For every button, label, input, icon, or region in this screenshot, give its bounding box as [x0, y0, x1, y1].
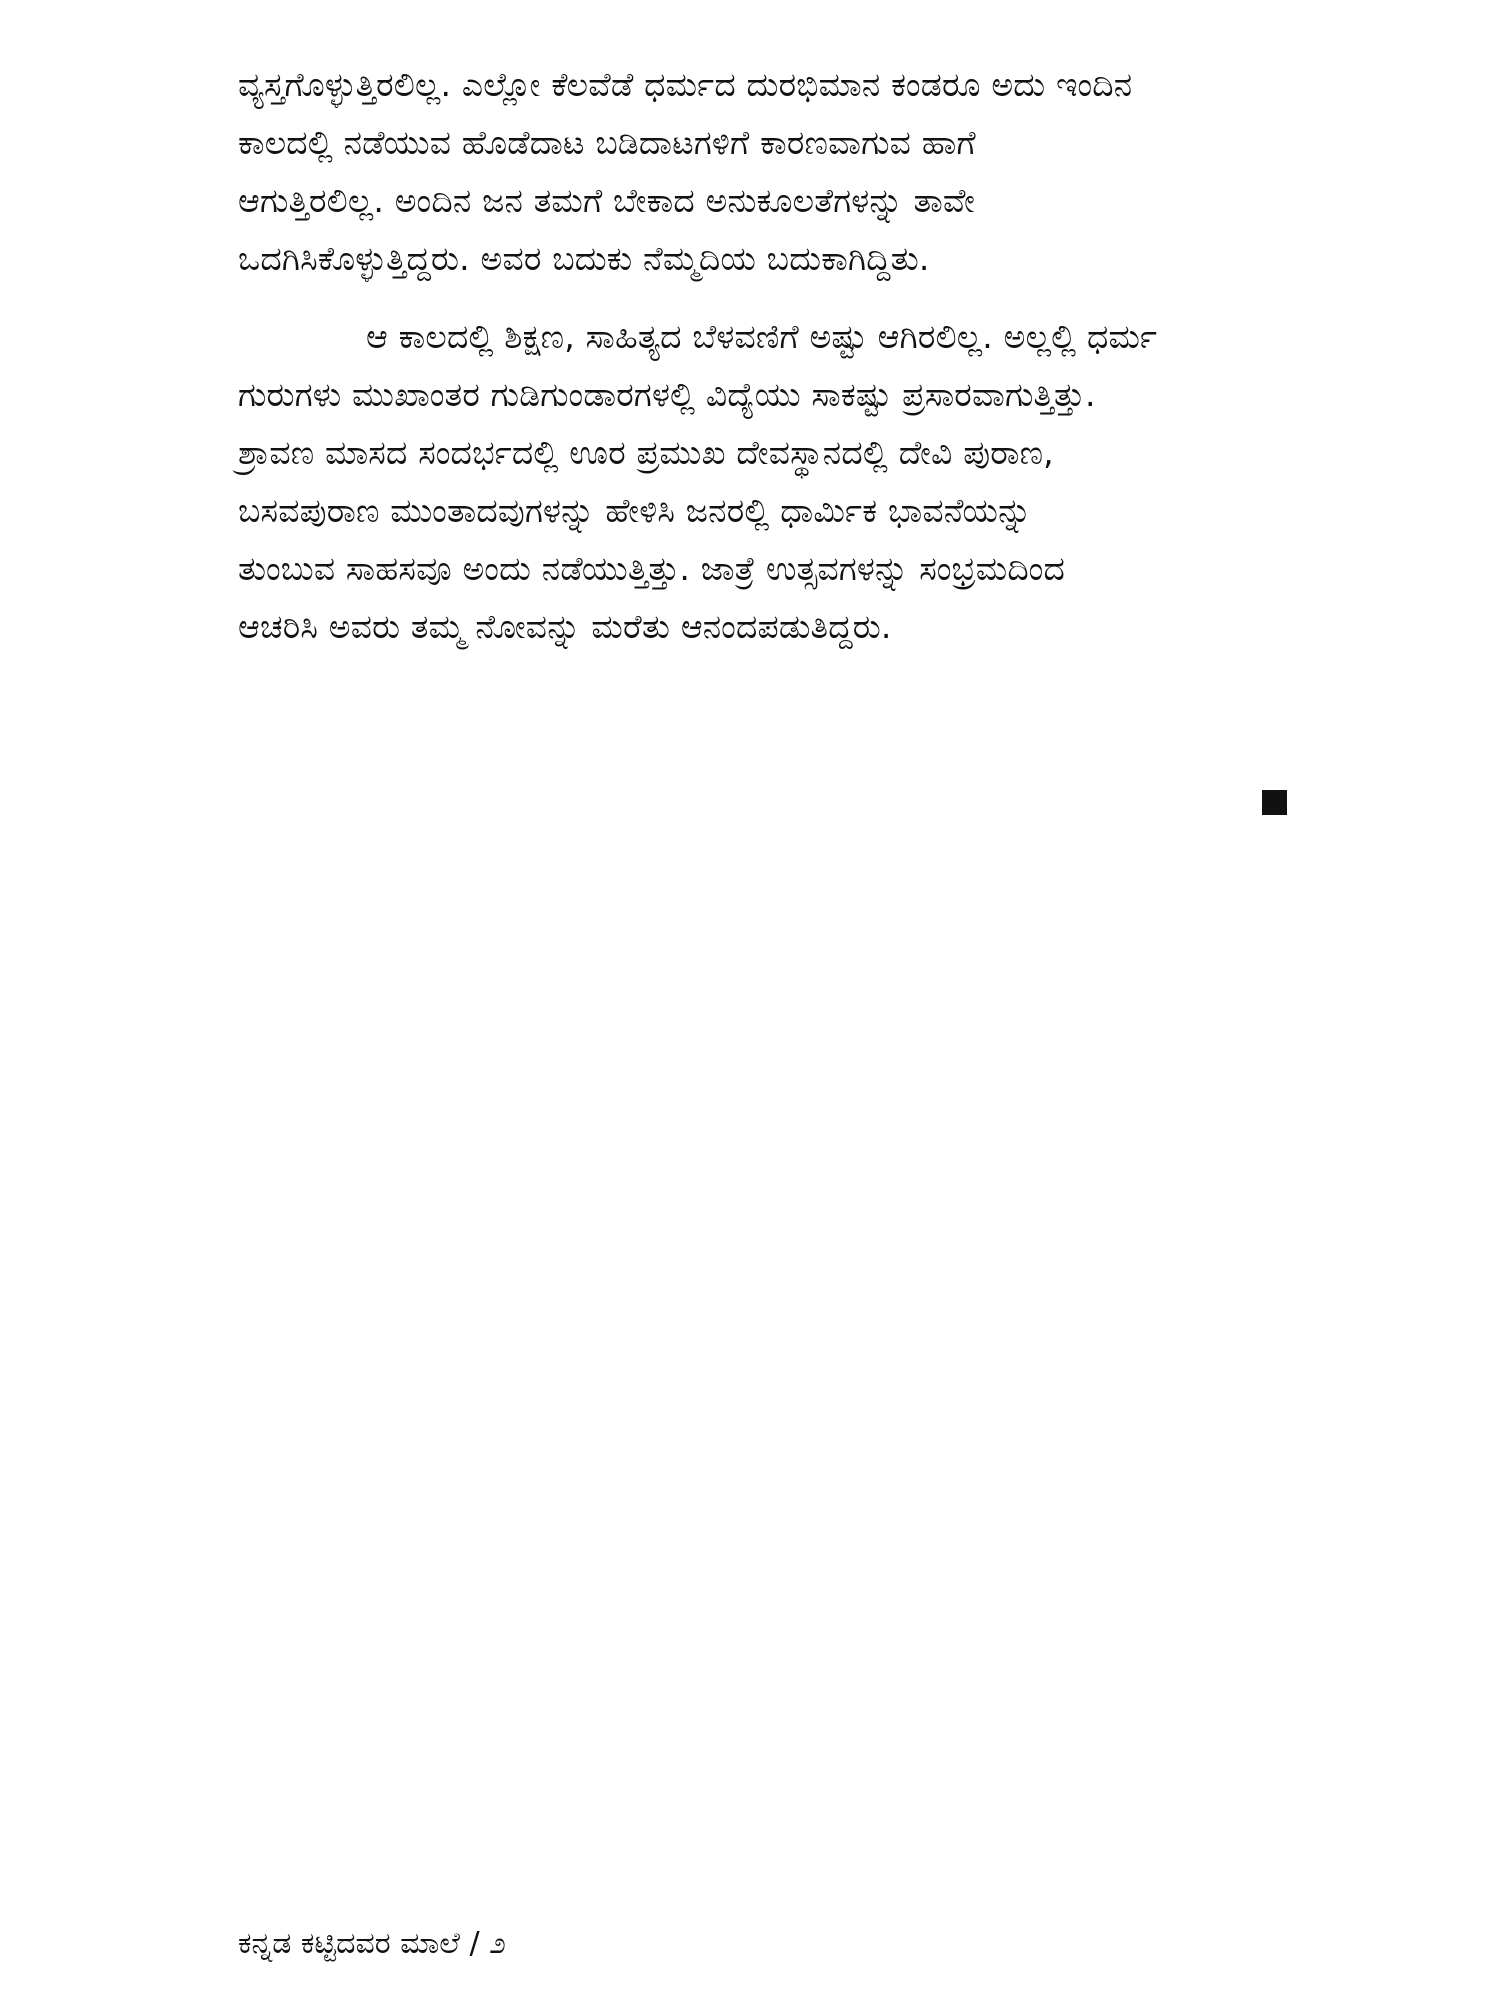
text-line: ಒದಗಿಸಿಕೊಳ್ಳುತ್ತಿದ್ದರು. ಅವರ ಬದುಕು ನೆಮ್ಮದಿಯ ಬದುಕಾಗಿದ್ದಿತು.: [238, 239, 930, 278]
text-line: ಆ ಕಾಲದಲ್ಲಿ ಶಿಕ್ಷಣ, ಸಾಹಿತ್ಯದ ಬೆಳವಣಿಗೆ ಅಷ್ಟು ಆಗಿರಲಿಲ್ಲ. ಅಲ್ಲಲ್ಲಿ ಧರ್ಮ: [366, 317, 1158, 356]
text-line: ತುಂಬುವ ಸಾಹಸವೂ ಅಂದು ನಡೆಯುತ್ತಿತ್ತು. ಜಾತ್ರೆ ಉತ್ಸವಗಳನ್ನು ಸಂಭ್ರಮದಿಂದ: [238, 549, 1065, 588]
text-line: ಆಗುತ್ತಿರಲಿಲ್ಲ. ಅಂದಿನ ಜನ ತಮಗೆ ಬೇಕಾದ ಅನುಕೂಲತೆಗಳನ್ನು ತಾವೇ: [238, 181, 976, 220]
body-text: [238, 56, 1288, 656]
text-line: ವ್ಯಸ್ತಗೊಳ್ಳುತ್ತಿರಲಿಲ್ಲ. ಎಲ್ಲೋ ಕೆಲವೆಡೆ ಧರ್ಮದ ದುರಭಿಮಾನ ಕಂಡರೂ ಅದು ಇಂದಿನ: [238, 65, 1133, 104]
text-line: ಬಸವಪುರಾಣ ಮುಂತಾದವುಗಳನ್ನು ಹೇಳಿಸಿ ಜನರಲ್ಲಿ ಧಾರ್ಮಿಕ ಭಾವನೆಯನ್ನು: [238, 491, 1032, 530]
text-line: ಶ್ರಾವಣ ಮಾಸದ ಸಂದರ್ಭದಲ್ಲಿ ಊರ ಪ್ರಮುಖ ದೇವಸ್ಥಾನದಲ್ಲಿ ದೇವಿ ಪುರಾಣ,: [238, 433, 1054, 472]
page-footer: ಕನ್ನಡ ಕಟ್ಟಿದವರ ಮಾಲೆ / ೨: [238, 1926, 506, 1961]
text-line: ಕಾಲದಲ್ಲಿ ನಡೆಯುವ ಹೊಡೆದಾಟ ಬಡಿದಾಟಗಳಿಗೆ ಕಾರಣವಾಗುವ ಹಾಗೆ: [238, 123, 976, 162]
paragraph-2: [238, 308, 1288, 656]
paragraph-1: [238, 56, 1288, 288]
text-line: ಗುರುಗಳು ಮುಖಾಂತರ ಗುಡಿಗುಂಡಾರಗಳಲ್ಲಿ ವಿದ್ಯೆಯು ಸಾಕಷ್ಟು ಪ್ರಸಾರವಾಗುತ್ತಿತ್ತು.: [238, 375, 1096, 414]
end-of-section-mark: [1262, 790, 1287, 815]
text-line: ಆಚರಿಸಿ ಅವರು ತಮ್ಮ ನೋವನ್ನು ಮರೆತು ಆನಂದಪಡುತಿದ್ದರು.: [238, 607, 892, 646]
